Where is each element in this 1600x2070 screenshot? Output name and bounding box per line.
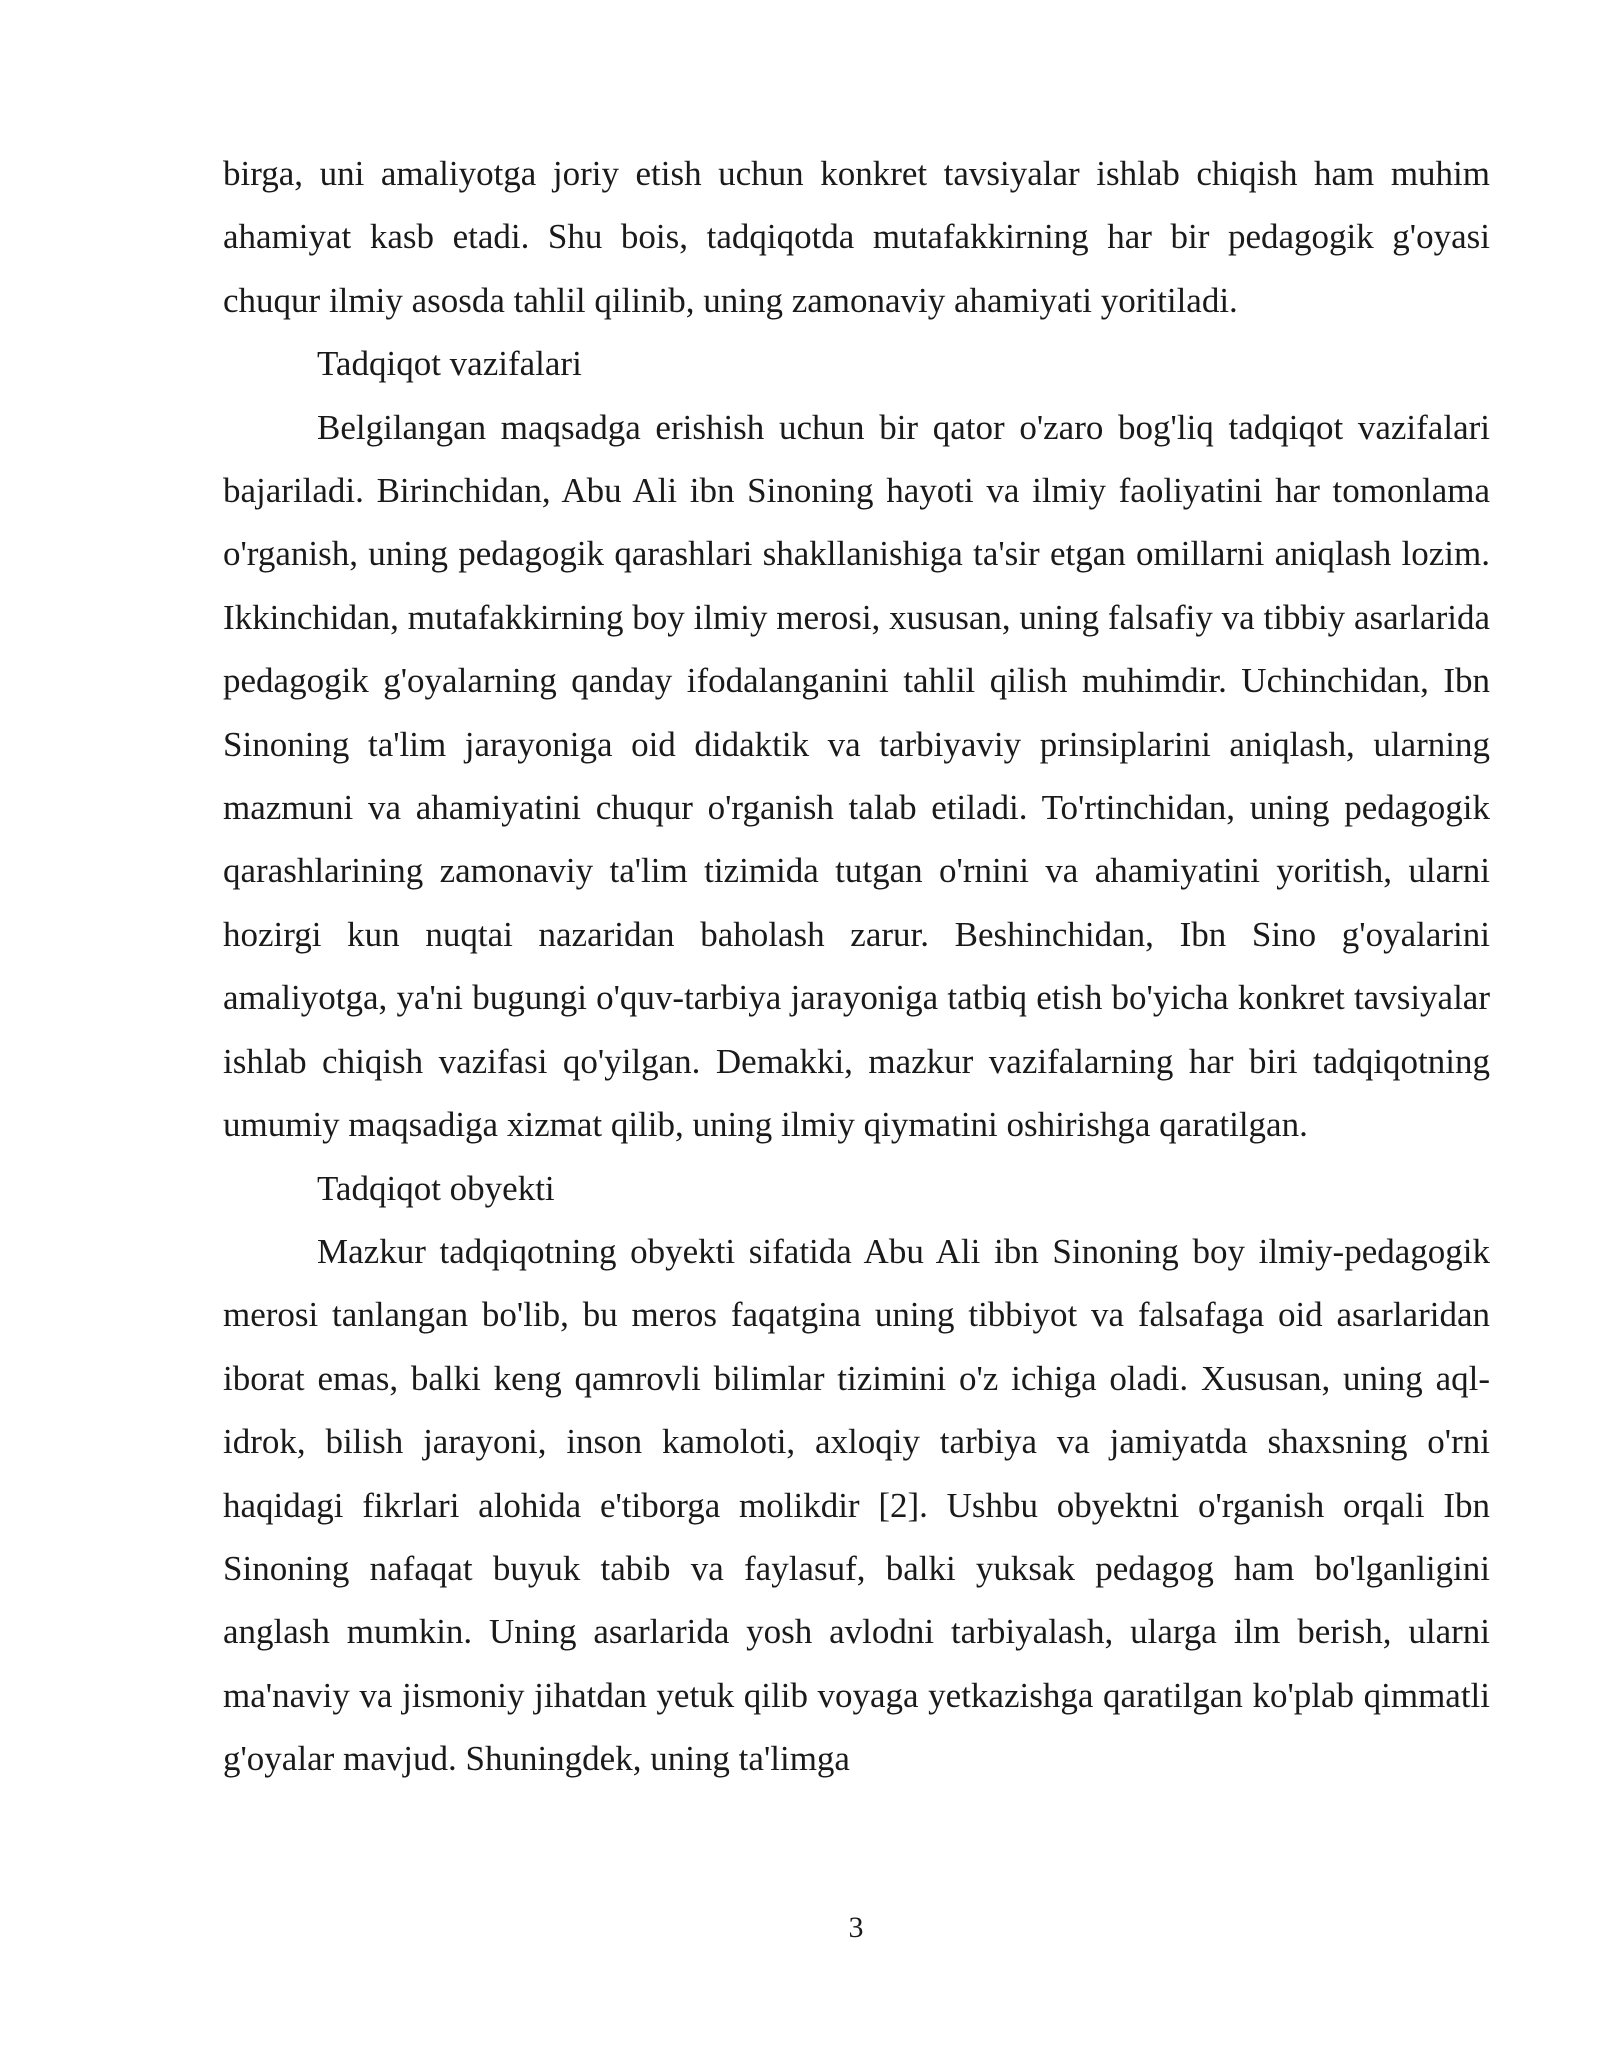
paragraph-research-tasks: Belgilangan maqsadga erishish uchun bir qator o'zaro bog'liq tadqiqot vazifalari bajariladi. Birinchidan, Abu Ali ibn Sinoning hayoti va ilmiy faoliyatini har tomonlama o'rganish, uning pedagogik qarashlari shakllanishiga ta'sir etgan omillarni aniqlash lozim. Ikkinchidan, mutafakkirning boy ilmiy merosi, xususan, uning falsafiy va tibbiy asarlarida pedagogik g'oyalarning qanday ifodalanganini tahlil qilish muhimdir. Uchinchidan, Ibn Sinoning ta'lim jarayoniga oid didaktik va tarbiyaviy prinsiplarini aniqlash, ularning mazmuni va ahamiyatini chuqur o'rganish talab etiladi. To'rtinchidan, uning pedagogik qarashlarining zamonaviy ta'lim tizimida tutgan o'rnini va ahamiyatini yoritish, ularni hozirgi kun nuqtai nazaridan baholash zarur. Beshinchidan, Ibn Sino g'oyalarini amaliyotga, ya'ni bugungi o'quv-tarbiya jarayoniga tatbiq etish bo'yicha konkret tavsiyalar ishlab chiqish vazifasi qo'yilgan. Demakki, mazkur vazifalarning har biri tadqiqotning umumiy maqsadiga xizmat qilib, uning ilmiy qiymatini oshirishga qaratilgan. bbox=[223, 407, 1490, 1145]
heading-research-tasks: Tadqiqot vazifalari bbox=[317, 344, 582, 384]
paragraph-research-object: Mazkur tadqiqotning obyekti sifatida Abu Ali ibn Sinoning boy ilmiy-pedagogik merosi tanlangan bo'lib, bu meros faqatgina uning tibbiyot va falsafaga oid asarlaridan iborat emas, balki keng qamrovli bilimlar tizimini o'z ichiga oladi. Xususan, uning aql-idrok, bilish jarayoni, inson kamoloti, axloqiy tarbiya va jamiyatda shaxsning o'rni haqidagi fikrlari alohida e'tiborga molikdir [2]. Ushbu obyektni o'rganish orqali Ibn Sinoning nafaqat buyuk tabib va faylasuf, balki yuksak pedagog ham bo'lganligini anglash mumkin. Uning asarlarida yosh avlodni tarbiyalash, ularga ilm berish, ularni ma'naviy va jismoniy jihatdan yetuk qilib voyaga yetkazishga qaratilgan ko'plab qimmatli g'oyalar mavjud. Shuningdek, uning ta'limga bbox=[223, 1231, 1490, 1779]
document-page bbox=[223, 142, 1490, 1791]
paragraph-intro-continuation: birga, uni amaliyotga joriy etish uchun konkret tavsiyalar ishlab chiqish ham muhim ahamiyat kasb etadi. Shu bois, tadqiqotda mutafakkirning har bir pedagogik g'oyasi chuqur ilmiy asosda tahlil qilinib, uning zamonaviy ahamiyati yoritiladi. bbox=[223, 154, 1490, 320]
heading-research-object: Tadqiqot obyekti bbox=[317, 1168, 555, 1208]
page-number: 3 bbox=[848, 1911, 864, 1944]
